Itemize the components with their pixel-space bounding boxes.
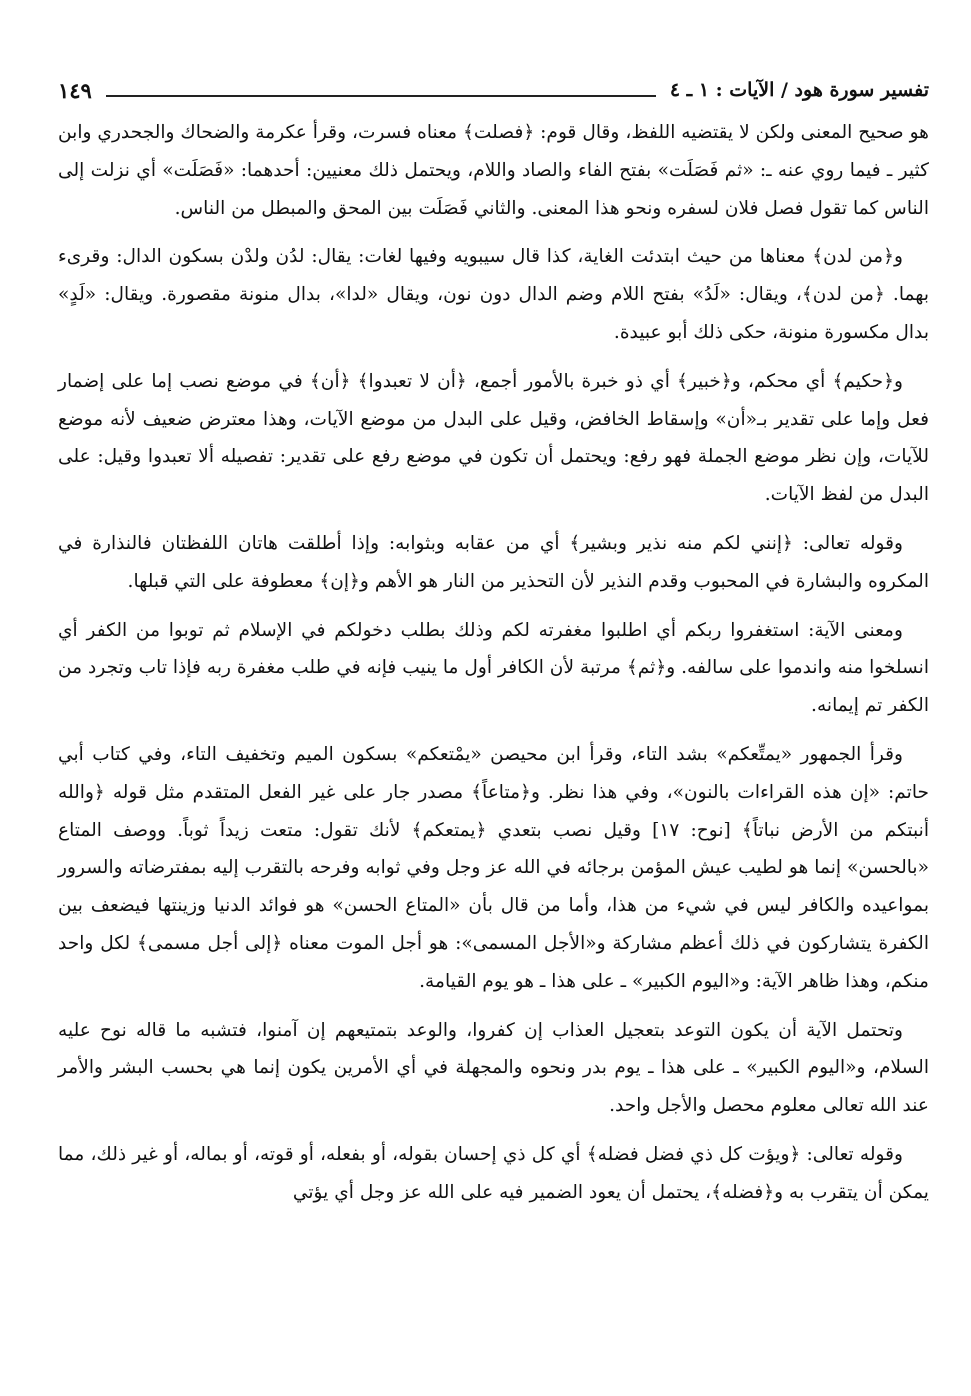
paragraph: و﴿من لدن﴾ معناها من حيث ابتدئت الغاية، كذا قال سيبويه وفيها لغات: يقال: لدُن ولدْن بسكون الدال: وقرىء بهما. ﴿من لدن﴾، ويقال: «لَدُ» بفتح اللام وضم الدال دون نون، ويقال «لدا»، بدال منونة مقصورة. ويقال: «لَدٍ» بدال مكسورة منونة، حكى ذلك أبو عبيدة. [58, 246, 929, 343]
paragraph: وقوله تعالى: ﴿ويؤت كل ذي فضل فضله﴾ أي كل ذي إحسان بقوله، أو بفعله، أو قوته، أو بماله، أو غير ذلك، مما يمكن أن يتقرب به و﴿فضله﴾، يحتمل أن يعود الضمير فيه على الله عز وجل أي يؤتي [58, 1143, 929, 1203]
running-title: تفسير سورة هود / الآيات : ١ ـ ٤ [669, 79, 929, 101]
paragraph: وقوله تعالى: ﴿إنني لكم منه نذير وبشير﴾ أي من عقابه وبثوابه: وإذا أطلقت هاتان اللفظتان فالنذارة في المكروه والبشارة في المحبوب وقدم النذير لأن التحذير من النار هو الأهم و﴿إن﴾ معطوفة على التي قبلها. [58, 532, 929, 592]
page-body [58, 114, 929, 1212]
paragraph: وتحتمل الآية أن يكون التوعد بتعجيل العذاب إن كفروا، والوعد بتمتيعهم إن آمنوا، فتشبه ما قاله نوح عليه السلام، و«اليوم الكبير» ـ على هذا ـ يوم بدر ونحوه والمجهلة في أي الأمرين يكون إنما هي بحسب البشر والأمر عند الله تعالى معلوم محصل والأجل واحد. [58, 1019, 929, 1117]
paragraph: هو صحيح المعنى ولكن لا يقتضيه اللفظ، وقال قوم: ﴿فصلت﴾ معناه فسرت، وقرأ عكرمة والضحاك والجحدري وابن كثير ـ فيما روي عنه ـ: «ثم فَصَلَت» بفتح الفاء والصاد واللام، ويحتمل ذلك معنيين: أحدهما: «فَصَلَت» أي نزلت إلى الناس كما تقول فصل فلان لسفره ونحو هذا المعنى. والثاني فَصَلَت بين المحق والمبطل من الناس. [58, 122, 929, 219]
paragraph: و﴿حكيم﴾ أي محكم، و﴿خبير﴾ أي ذو خبرة بالأمور أجمع، ﴿أن لا تعبدوا﴾ ﴿أن﴾ في موضع نصب إما على إضمار فعل وإما على تقدير بـ«أن» وإسقاط الخافض، وقيل على البدل من موضع الآيات، وهذا معترض ضعيف لأنه موضع للآيات، وإن نظر موضع الجملة فهو رفع: ويحتمل أن تكون في موضع رفع على تقدير: تفصيله ألا تعبدوا وقيل: على البدل من لفظ الآيات. [58, 370, 929, 506]
page-header [58, 72, 929, 108]
page-number: ١٤٩ [58, 77, 92, 103]
header-rule [106, 95, 656, 97]
paragraph: ومعنى الآية: استغفروا ربكم أي اطلبوا مغفرته لكم وذلك بطلب دخولكم في الإسلام ثم توبوا من الكفر أي انسلخوا منه واندموا على سالفه. و﴿ثم﴾ مرتبة لأن الكافر أول ما ينيب فإنه في طلب مغفرة ربه فإذا تاب وتجرد من الكفر تم إيمانه. [58, 619, 929, 717]
paragraph: وقرأ الجمهور «يمتِّعكم» بشد التاء، وقرأ ابن محيصن «يمْتعكم» بسكون الميم وتخفيف التاء، وفي كتاب أبي حاتم: «إن هذه القراءات بالنون»، وفي هذا نظر. و﴿متاعاً﴾ مصدر جار على غير الفعل المتقدم مثل قوله ﴿والله أنبتكم من الأرض نباتاً﴾ [نوح: ١٧] وقيل نصب بتعدي ﴿يمتعكم﴾ لأنك تقول: متعت زيداً ثوباً. ووصف المتاع «بالحسن» إنما هو لطيب عيش المؤمن برجائه في الله عز وجل وفي ثوابه وفرحه بالتقرب إليه بمفترضاته والسرور بمواعيده والكافر ليس في شيء من هذا، وأما من قال بأن «المتاع الحسن» هو فوائد الدنيا وزينتها فيضعف بين الكفرة يتشاركون في ذلك أعظم مشاركة و«الأجل المسمى»: هو أجل الموت معناه ﴿إلى أجل مسمى﴾ لكل واحد منكم، وهذا ظاهر الآية: و«اليوم الكبير» ـ على هذا ـ هو يوم القيامة. [58, 743, 929, 992]
